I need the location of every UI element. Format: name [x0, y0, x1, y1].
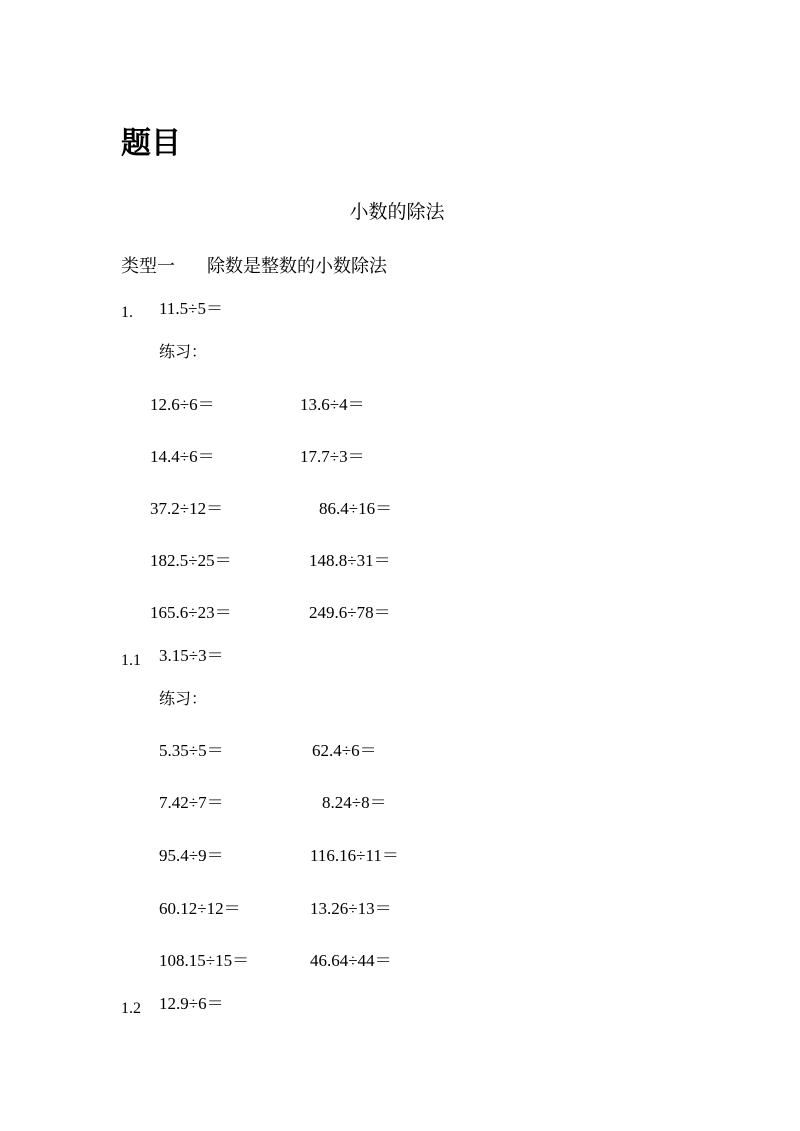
exercise-item: 46.64÷44＝	[310, 951, 392, 970]
section-subtitle	[0, 198, 800, 226]
exercise-item: 249.6÷78＝	[309, 603, 391, 622]
exercise-item: 86.4÷16＝	[319, 499, 393, 518]
exercise-item: 108.15÷15＝	[159, 951, 250, 970]
exercise-item: 116.16÷11＝	[310, 846, 399, 865]
practice-label: 练习：	[159, 342, 208, 361]
type-heading	[121, 253, 387, 281]
example-expression: 12.9÷6＝	[159, 994, 224, 1013]
exercise-item: 62.4÷6＝	[312, 741, 377, 760]
exercise-item: 165.6÷23＝	[150, 603, 232, 622]
practice-label: 练习：	[159, 689, 208, 708]
subtitle-text: 小数的除法	[349, 201, 445, 223]
problem-number: 1.2	[121, 1000, 141, 1017]
exercise-item: 5.35÷5＝	[159, 741, 224, 760]
exercise-item: 95.4÷9＝	[159, 846, 224, 865]
exercise-item: 60.12÷12＝	[159, 899, 241, 918]
exercise-item: 13.6÷4＝	[300, 395, 365, 414]
exercise-item: 148.8÷31＝	[309, 551, 391, 570]
type-label: 类型一	[121, 256, 175, 277]
page-title: 题目	[121, 126, 181, 161]
exercise-item: 7.42÷7＝	[159, 793, 224, 812]
exercise-item: 14.4÷6＝	[150, 447, 215, 466]
exercise-item: 12.6÷6＝	[150, 395, 215, 414]
problem-number: 1.	[121, 304, 133, 321]
exercise-item: 17.7÷3＝	[300, 447, 365, 466]
exercise-item: 13.26÷13＝	[310, 899, 392, 918]
exercise-item: 182.5÷25＝	[150, 551, 232, 570]
problem-number: 1.1	[121, 652, 141, 669]
example-expression: 3.15÷3＝	[159, 646, 224, 665]
type-name: 除数是整数的小数除法	[207, 256, 387, 277]
exercise-item: 8.24÷8＝	[322, 793, 387, 812]
example-expression: 11.5÷5＝	[159, 299, 223, 318]
exercise-item: 37.2÷12＝	[150, 499, 224, 518]
